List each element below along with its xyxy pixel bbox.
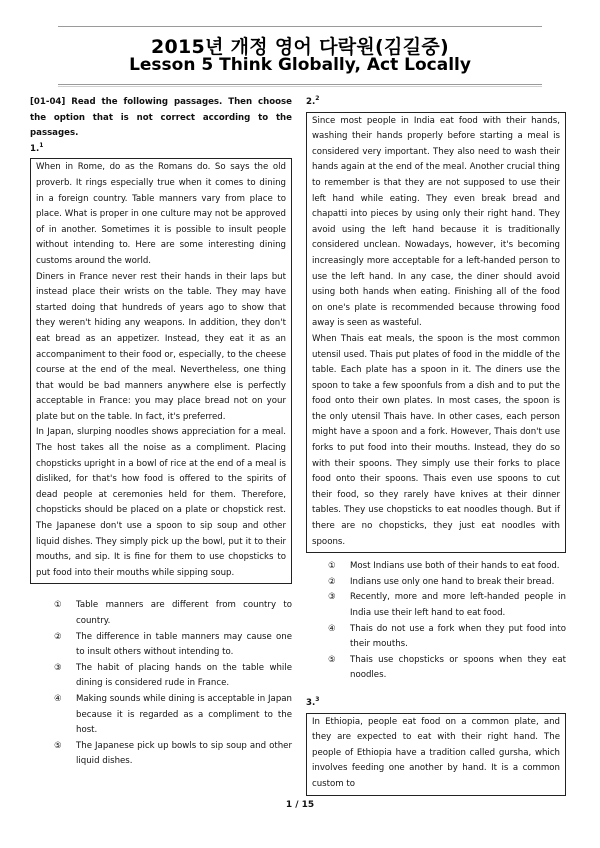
document-title: 2015년 개정 영어 다락원(김길중) <box>151 36 449 58</box>
answer-choice[interactable]: ① Table manners are different from country to country. <box>54 600 292 626</box>
passage-paragraph: When Thais eat meals, the spoon is the most common utensil used. Thais put plates of food in the middle of the table. Each plate has a spoon in it. The diners use the spoon to take a few spoonfuls from a dish and to put the food onto their own plates. In most cases, the spoon is the only utensil Thais have. In other cases, each person might have a spoon and a fork. However, Thais don't use forks to put food into their mouths. Instead, they do so with their spoons. They simply use their forks to place food onto their spoons. Thais even use spoons to cut their food, so they rarely have knives at their dinner tables. They use chopsticks to eat noodles though. But if there are no chopsticks, they just eat noodles with spoons. <box>312 333 560 547</box>
footnote-mark: 3 <box>315 696 320 704</box>
right-column <box>306 95 566 796</box>
top-rule <box>58 26 542 27</box>
answer-choice[interactable]: ② The difference in table manners may cause one to insult others without intending to. <box>54 631 292 658</box>
header-rule-2 <box>58 86 542 87</box>
answer-choice[interactable]: ⑤ Thais use chopsticks or spoons when they eat noodles. <box>328 654 566 681</box>
header-rule <box>58 84 542 85</box>
footnote-mark: 2 <box>315 95 320 103</box>
lesson-subtitle: Lesson 5 Think Globally, Act Locally <box>129 55 471 75</box>
answer-choice[interactable]: ③ The habit of placing hands on the table while dining is considered rude in France. <box>54 662 292 689</box>
passage-paragraph: In Ethiopia, people eat food on a common plate, and they are expected to eat with their right hand. The people of Ethiopia have a tradition called gursha, which involves feeding one another by hand. It is a common custom to <box>312 716 560 789</box>
question-1-number: 1.$^1$ <box>30 141 44 154</box>
page-number: 1 / 15 <box>285 800 315 810</box>
passage-paragraph: When in Rome, do as the Romans do. So says the old proverb. It rings especially true when it comes to dining in a foreign country. Table manners vary from place to place. What is proper in one culture may not be approved of in another. Sometimes it is possible to insult people without intending to. Here are some interesting dining customs around the world. <box>36 162 286 266</box>
answer-choice[interactable]: ④ Thais do not use a fork when they put food into their mouths. <box>328 623 566 650</box>
question-1-passage <box>30 158 292 584</box>
passage-paragraph: Since most people in India eat food with their hands, washing their hands properly before starting a meal is considered very important. They also need to wash their hands again at the end of the meal. Another crucial thing to remember is that they are not supposed to use their left hand while eating. They even break bread and chapatti into pieces by using only their right hand. They avoid using the left hand because it is traditionally considered unclean. Nowadays, however, it's becoming increasingly more acceptable for a left-handed person to use the left hand. In any case, the diner should avoid using both hands when eating. Finishing all of the food on one's plate is recommended because throwing food away is seen as wasteful. <box>312 115 560 329</box>
question-2-choices <box>306 559 566 684</box>
question-3-number: 3.$^3$ <box>306 696 320 708</box>
answer-choice[interactable]: ⑤ The Japanese pick up bowls to sip soup and other liquid dishes. <box>54 740 292 767</box>
question-1-choices <box>30 598 292 770</box>
answer-choice[interactable]: ④ Making sounds while dining is acceptable in Japan because it is regarded as a compliment to the host. <box>54 693 292 736</box>
question-2-number: 2.$^2$ <box>306 95 320 107</box>
question-3-passage <box>306 713 566 796</box>
footnote-mark: 1 <box>39 141 44 149</box>
passage-paragraph: Diners in France never rest their hands in their laps but instead place their wrists on the table. They may have started doing that hundreds of years ago to show that they weren't hiding any weapons. In addition, they don't eat bread as an appetizer. Instead, they eat it as an accompaniment to their food or, especially, to the cheese course at the end of the meal. Nevertheless, one thing that would be bad manners anywhere else is perfectly acceptable in France: you may place bread not on your plate but on the table. In fact, it's preferred. <box>36 271 286 422</box>
answer-choice[interactable]: ① Most Indians use both of their hands to eat food. <box>328 561 560 572</box>
instruction-text: [01-04] Read the following passages. Then choose the option that is not correct according to the passages. <box>30 97 292 139</box>
answer-choice[interactable]: ③ Recently, more and more left-handed people in India use their left hand to eat food. <box>328 592 566 618</box>
passage-paragraph: In Japan, slurping noodles shows appreciation for a meal. The host takes all the noise as a compliment. Placing chopsticks upright in a bowl of rice at the end of a meal is disliked, for that's how food is offered to the spirits of dead people at ceremonies held for them. Therefore, chopsticks should be placed on a plate or chopstick rest. The Japanese don't use a spoon to sip soup and other liquid dishes. They simply pick up the bowl, put it to their mouths, and sip. It is fine for them to use chopsticks to put food into their mouths while sipping soup. <box>36 427 287 578</box>
answer-choice[interactable]: ② Indians use only one hand to break their bread. <box>328 576 555 587</box>
question-2-passage <box>306 112 566 554</box>
left-column <box>30 95 292 770</box>
